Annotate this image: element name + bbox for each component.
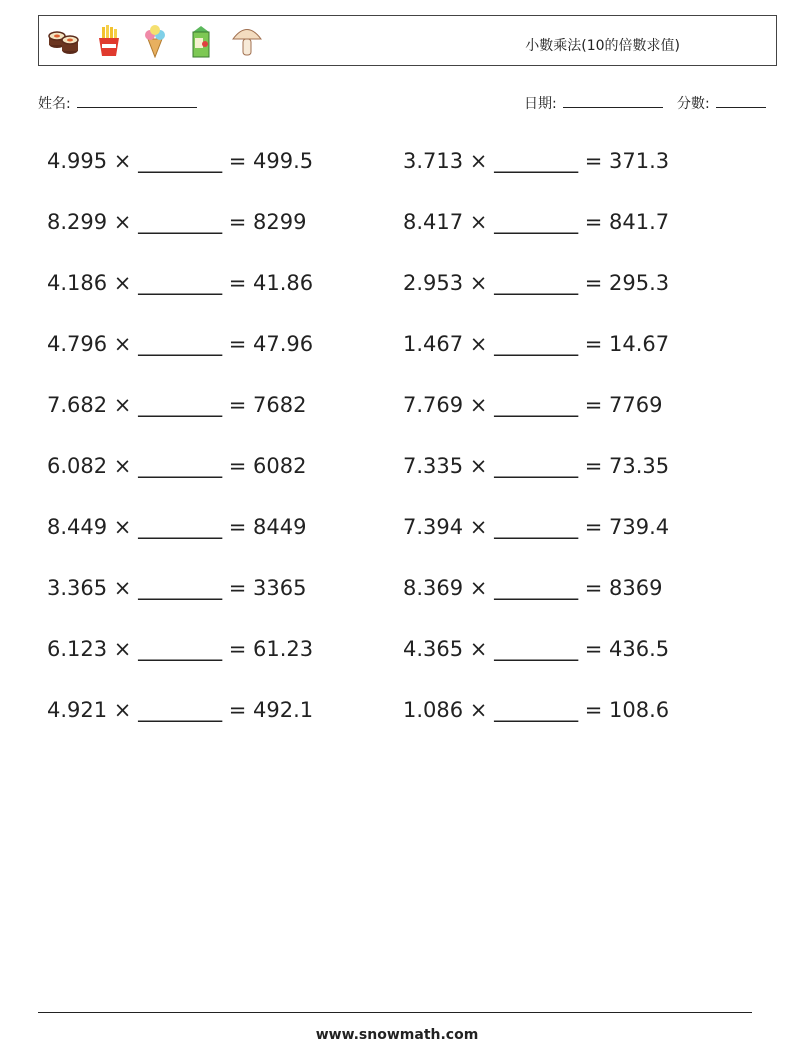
worksheet-title: 小數乘法(10的倍數求值) <box>525 38 680 54</box>
score-blank-line <box>716 93 766 108</box>
problem-left-2: 8.299 × ________ = 8299 <box>47 210 307 234</box>
problem-right-1: 3.713 × ________ = 371.3 <box>403 149 670 173</box>
problem-left-7: 8.449 × ________ = 8449 <box>47 515 307 539</box>
french-fries-icon <box>93 24 125 58</box>
problem-right-2: 8.417 × ________ = 841.7 <box>403 210 670 234</box>
mushroom-icon <box>231 24 263 58</box>
name-label: 姓名: <box>38 96 71 112</box>
score-label: 分數: <box>677 96 710 112</box>
problem-left-1: 4.995 × ________ = 499.5 <box>47 149 314 173</box>
sushi-rolls-icon <box>47 24 79 58</box>
problem-right-3: 2.953 × ________ = 295.3 <box>403 271 670 295</box>
problem-left-9: 6.123 × ________ = 61.23 <box>47 637 314 661</box>
problem-right-9: 4.365 × ________ = 436.5 <box>403 637 670 661</box>
date-field <box>524 93 663 113</box>
problem-left-10: 4.921 × ________ = 492.1 <box>47 698 314 722</box>
date-label: 日期: <box>524 96 557 112</box>
problem-left-8: 3.365 × ________ = 3365 <box>47 576 307 600</box>
score-field <box>677 93 766 113</box>
worksheet-header <box>38 15 777 66</box>
date-blank-line <box>563 93 663 108</box>
name-field <box>38 93 197 113</box>
decorative-icons <box>47 22 263 60</box>
problem-right-6: 7.335 × ________ = 73.35 <box>403 454 670 478</box>
juice-carton-icon <box>185 24 217 58</box>
footer-divider <box>38 1012 752 1013</box>
name-blank-line <box>77 93 197 108</box>
ice-cream-cone-icon <box>139 24 171 58</box>
problem-right-8: 8.369 × ________ = 8369 <box>403 576 663 600</box>
problem-left-3: 4.186 × ________ = 41.86 <box>47 271 314 295</box>
problem-left-4: 4.796 × ________ = 47.96 <box>47 332 314 356</box>
problem-left-6: 6.082 × ________ = 6082 <box>47 454 307 478</box>
problem-right-4: 1.467 × ________ = 14.67 <box>403 332 670 356</box>
footer-site-link[interactable]: www.snowmath.com <box>315 1027 479 1043</box>
problem-right-5: 7.769 × ________ = 7769 <box>403 393 663 417</box>
problem-right-7: 7.394 × ________ = 739.4 <box>403 515 670 539</box>
problem-right-10: 1.086 × ________ = 108.6 <box>403 698 670 722</box>
problem-left-5: 7.682 × ________ = 7682 <box>47 393 307 417</box>
